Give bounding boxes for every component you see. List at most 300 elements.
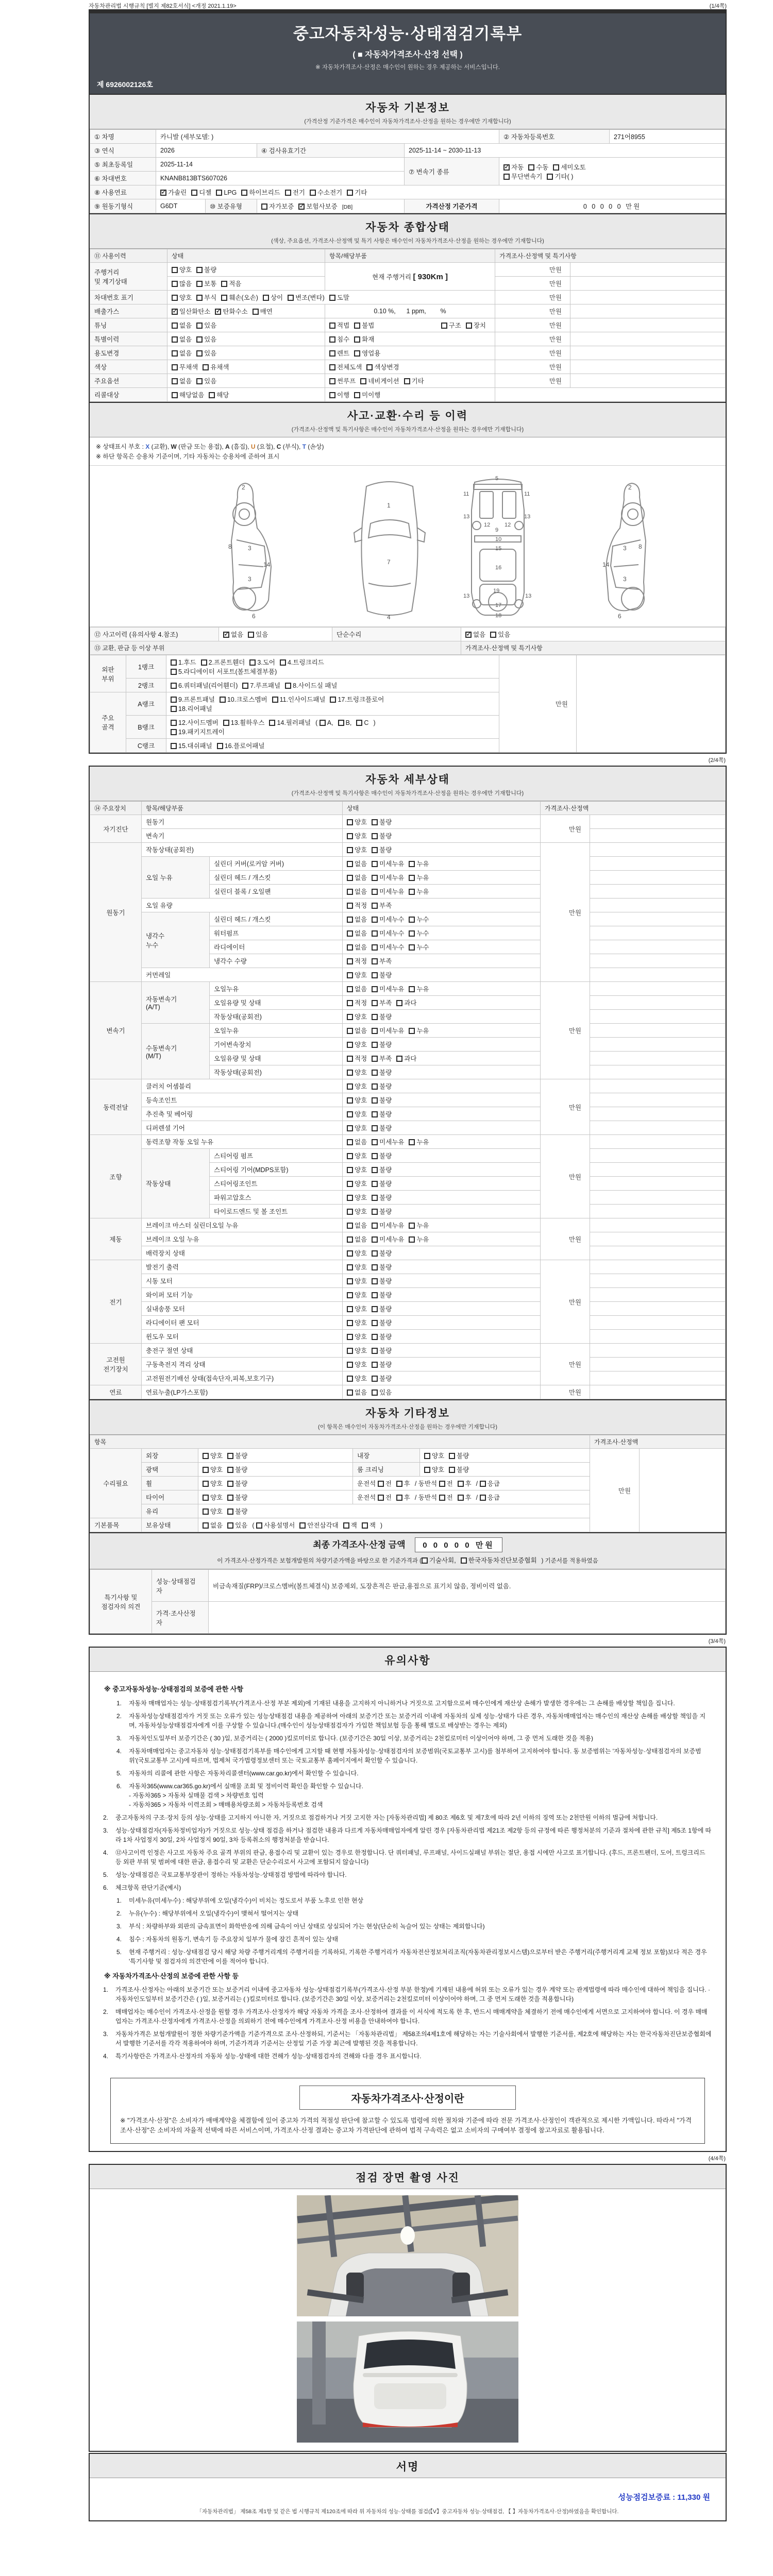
checkbox-box[interactable]	[347, 1250, 353, 1257]
checkbox-box[interactable]	[372, 1097, 378, 1104]
checkbox-1.후드[interactable]: 1.후드	[171, 657, 196, 667]
checkbox-탄화수소[interactable]: ✓ 탄화수소	[215, 307, 247, 316]
checkbox-없음[interactable]: 없음	[172, 334, 192, 344]
checkbox-box[interactable]	[372, 1306, 378, 1312]
checkbox-불량[interactable]: 불량	[449, 1465, 469, 1474]
checkbox-있음[interactable]: 있음	[227, 1520, 247, 1530]
checkbox-box[interactable]	[372, 1083, 378, 1090]
checkbox-box[interactable]	[299, 1522, 306, 1529]
checkbox-box[interactable]	[329, 392, 335, 398]
checkbox-누유[interactable]: 누유	[409, 1234, 429, 1244]
checkbox-box[interactable]	[458, 1495, 464, 1501]
checkbox-도말[interactable]: 도말	[329, 293, 349, 302]
checkbox-box[interactable]	[347, 903, 353, 909]
checkbox-box[interactable]	[372, 930, 378, 937]
checkbox-box[interactable]	[465, 632, 472, 638]
checkbox-미세누유[interactable]: 미세누유	[372, 984, 404, 993]
checkbox-누수[interactable]: 누수	[409, 942, 429, 952]
checkbox-box[interactable]	[503, 164, 510, 171]
checkbox-누유[interactable]: 누유	[409, 984, 429, 993]
checkbox-양호[interactable]: 양호	[172, 265, 192, 274]
checkbox-box[interactable]	[372, 1195, 378, 1201]
checkbox-미세누유[interactable]: 미세누유	[372, 887, 404, 896]
checkbox-box[interactable]	[347, 1236, 353, 1243]
checkbox-15.대쉬패널[interactable]: 15.대쉬패널	[171, 741, 212, 750]
checkbox-전기[interactable]: 전기	[285, 188, 305, 197]
checkbox-양호[interactable]: 양호	[347, 970, 367, 979]
checkbox-box[interactable]	[347, 875, 353, 881]
checkbox-불량[interactable]: 불량	[372, 1081, 392, 1091]
checkbox-box[interactable]	[248, 632, 254, 638]
checkbox-box[interactable]	[347, 1167, 353, 1173]
checkbox-양호[interactable]: 양호	[347, 1095, 367, 1105]
checkbox-부족[interactable]: 부족	[372, 1054, 392, 1063]
checkbox-누유[interactable]: 누유	[409, 1026, 429, 1035]
checkbox-box[interactable]	[466, 323, 472, 329]
checkbox-부족[interactable]: 부족	[372, 901, 392, 910]
checkbox-box[interactable]	[285, 190, 291, 196]
checkbox-17.트렁크플로어[interactable]: 17.트렁크플로어	[330, 694, 384, 704]
checkbox-box[interactable]	[343, 1522, 349, 1529]
checkbox-불량[interactable]: 불량	[372, 1095, 392, 1105]
checkbox-box[interactable]	[217, 743, 223, 749]
checkbox-box[interactable]	[196, 350, 203, 357]
checkbox-box[interactable]	[396, 1056, 402, 1062]
checkbox-box[interactable]	[347, 930, 353, 937]
checkbox-box[interactable]	[329, 350, 335, 357]
checkbox-box[interactable]	[172, 336, 178, 343]
checkbox-2.프론트휀더[interactable]: 2.프론트휀더	[201, 657, 245, 667]
checkbox-있음[interactable]: 있음	[372, 1387, 392, 1397]
checkbox-box[interactable]	[409, 1139, 415, 1145]
checkbox-box[interactable]	[372, 1139, 378, 1145]
checkbox-box[interactable]	[347, 1097, 353, 1104]
checkbox-box[interactable]	[347, 889, 353, 895]
checkbox-box[interactable]	[272, 697, 278, 703]
checkbox-box[interactable]	[372, 1056, 378, 1062]
checkbox-없음[interactable]: ✓ 없음	[223, 630, 243, 639]
checkbox-box[interactable]	[409, 930, 415, 937]
checkbox-box[interactable]	[372, 847, 378, 853]
checkbox-box[interactable]	[203, 1467, 209, 1473]
checkbox-없음[interactable]: 없음	[172, 348, 192, 358]
checkbox-화재[interactable]: 화재	[354, 334, 374, 344]
checkbox-적법[interactable]: 적법	[329, 320, 349, 330]
checkbox-불량[interactable]: 불량	[372, 831, 392, 840]
checkbox-box[interactable]	[203, 1481, 209, 1487]
checkbox-box[interactable]	[409, 875, 415, 881]
checkbox-미세누수[interactable]: 미세누수	[372, 914, 404, 924]
checkbox-세미오토[interactable]: 세미오토	[553, 162, 585, 172]
checkbox-box[interactable]	[329, 295, 335, 301]
checkbox-누유[interactable]: 누유	[409, 1221, 429, 1230]
checkbox-미세누유[interactable]: 미세누유	[372, 1221, 404, 1230]
checkbox-box[interactable]	[242, 683, 248, 689]
checkbox-양호[interactable]: 양호	[203, 1493, 223, 1502]
checkbox-box[interactable]	[196, 323, 203, 329]
checkbox-양호[interactable]: 양호	[424, 1451, 444, 1460]
checkbox-12.사이드멤버[interactable]: 12.사이드멤버	[171, 718, 219, 727]
checkbox-box[interactable]	[329, 378, 335, 384]
checkbox-box[interactable]	[409, 861, 415, 867]
checkbox-보험사보증[interactable]: ✓ 보험사보증	[298, 201, 337, 211]
checkbox-3.도어[interactable]: 3.도어	[249, 657, 275, 667]
checkbox-box[interactable]	[409, 889, 415, 895]
checkbox-box[interactable]	[171, 729, 177, 735]
checkbox-자동[interactable]: ✓자동	[503, 162, 524, 172]
checkbox-기타[interactable]: 기타	[404, 376, 424, 385]
checkbox-box[interactable]	[372, 875, 378, 881]
checkbox-box[interactable]	[422, 1557, 428, 1564]
checkbox-양호[interactable]: 양호	[347, 1276, 367, 1285]
checkbox-box[interactable]	[347, 972, 353, 978]
checkbox-box[interactable]	[372, 1014, 378, 1020]
checkbox-box[interactable]	[285, 683, 291, 689]
checkbox-box[interactable]	[354, 323, 360, 329]
checkbox-안전삼각대[interactable]: 안전삼각대	[299, 1520, 338, 1530]
checkbox-6.쿼터패널(리어휀더)[interactable]: 6.쿼터패널(리어휀더)	[171, 681, 238, 690]
checkbox-box[interactable]	[404, 378, 410, 384]
checkbox-box[interactable]	[449, 1467, 455, 1473]
checkbox-양호[interactable]: 양호	[347, 1290, 367, 1299]
checkbox-유채색[interactable]: 유채색	[203, 362, 229, 371]
checkbox-전[interactable]: 전	[439, 1479, 453, 1488]
checkbox-box[interactable]	[196, 295, 203, 301]
checkbox-무채색[interactable]: 무채색	[172, 362, 198, 371]
checkbox-양호[interactable]: 양호	[347, 1374, 367, 1383]
checkbox-box[interactable]	[347, 1264, 353, 1270]
checkbox-box[interactable]	[223, 632, 229, 638]
checkbox-box[interactable]	[360, 378, 366, 384]
checkbox-box[interactable]	[347, 833, 353, 839]
checkbox-불량[interactable]: 불량	[372, 1193, 392, 1202]
checkbox-10.크로스멤버[interactable]: 10.크로스멤버	[220, 694, 267, 704]
checkbox-box[interactable]	[372, 944, 378, 951]
checkbox-없음[interactable]: 없음	[347, 942, 367, 952]
checkbox-C[interactable]: C	[356, 719, 368, 726]
checkbox-box[interactable]	[191, 190, 197, 196]
checkbox-불량[interactable]: 불량	[372, 1207, 392, 1216]
checkbox-box[interactable]	[347, 1278, 353, 1284]
checkbox-box[interactable]	[216, 190, 222, 196]
checkbox-있음[interactable]: 있음	[248, 630, 268, 639]
checkbox-후[interactable]: 후	[396, 1493, 410, 1502]
checkbox-없음[interactable]: 없음	[347, 914, 367, 924]
checkbox-box[interactable]	[347, 1000, 353, 1006]
checkbox-box[interactable]	[347, 1139, 353, 1145]
checkbox-수동[interactable]: 수동	[528, 162, 548, 172]
checkbox-box[interactable]	[372, 1111, 378, 1117]
checkbox-양호[interactable]: 양호	[347, 1304, 367, 1313]
checkbox-16.플로어패널[interactable]: 16.플로어패널	[217, 741, 265, 750]
checkbox-양호[interactable]: 양호	[347, 1123, 367, 1132]
checkbox-box[interactable]	[269, 720, 275, 726]
checkbox-box[interactable]	[409, 1223, 415, 1229]
checkbox-적정[interactable]: 적정	[347, 1054, 367, 1063]
checkbox-box[interactable]	[288, 295, 294, 301]
checkbox-있음[interactable]: 있음	[196, 376, 216, 385]
checkbox-box[interactable]	[347, 1376, 353, 1382]
checkbox-없음[interactable]: 없음	[347, 1221, 367, 1230]
checkbox-불량[interactable]: 불량	[372, 1276, 392, 1285]
checkbox-box[interactable]	[441, 323, 447, 329]
checkbox-box[interactable]	[215, 309, 221, 315]
checkbox-box[interactable]	[203, 1522, 209, 1529]
checkbox-불량[interactable]: 불량	[372, 970, 392, 979]
checkbox-양호[interactable]: 양호	[347, 1332, 367, 1341]
checkbox-box[interactable]	[172, 378, 178, 384]
checkbox-box[interactable]	[372, 1292, 378, 1298]
checkbox-후[interactable]: 후	[458, 1493, 472, 1502]
checkbox-양호[interactable]: 양호	[347, 1165, 367, 1174]
checkbox-box[interactable]	[171, 659, 177, 666]
checkbox-box[interactable]	[347, 1320, 353, 1326]
checkbox-box[interactable]	[310, 190, 316, 196]
checkbox-불량[interactable]: 불량	[372, 1346, 392, 1355]
checkbox-box[interactable]	[227, 1467, 233, 1473]
checkbox-box[interactable]	[378, 1495, 384, 1501]
checkbox-불량[interactable]: 불량	[372, 845, 392, 854]
checkbox-box[interactable]	[449, 1453, 455, 1459]
checkbox-box[interactable]	[196, 336, 203, 343]
checkbox-box[interactable]	[372, 1278, 378, 1284]
checkbox-불량[interactable]: 불량	[372, 1374, 392, 1383]
checkbox-양호[interactable]: 양호	[347, 1109, 367, 1118]
checkbox-box[interactable]	[241, 190, 247, 196]
checkbox-불량[interactable]: 불량	[372, 817, 392, 826]
checkbox-box[interactable]	[347, 819, 353, 825]
checkbox-양호[interactable]: 양호	[347, 831, 367, 840]
checkbox-box[interactable]	[347, 1195, 353, 1201]
checkbox-7.루프패널[interactable]: 7.루프패널	[242, 681, 280, 690]
checkbox-미세누유[interactable]: 미세누유	[372, 1026, 404, 1035]
checkbox-box[interactable]	[503, 174, 510, 180]
checkbox-8.사이드실 패널[interactable]: 8.사이드실 패널	[285, 681, 337, 690]
checkbox-양호[interactable]: 양호	[347, 1318, 367, 1327]
checkbox-영업용[interactable]: 영업용	[354, 348, 380, 358]
checkbox-없음[interactable]: 없음	[347, 887, 367, 896]
checkbox-한국자동차진단보증협회[interactable]: 한국자동차진단보증협회	[461, 1555, 537, 1565]
checkbox-있음[interactable]: 있음	[196, 320, 216, 330]
checkbox-9.프론트패널[interactable]: 9.프론트패널	[171, 694, 215, 704]
checkbox-13.휠하우스[interactable]: 13.휠하우스	[223, 718, 265, 727]
checkbox-불량[interactable]: 불량	[372, 1109, 392, 1118]
checkbox-미세누수[interactable]: 미세누수	[372, 942, 404, 952]
checkbox-변조(변타)[interactable]: 변조(변타)	[288, 293, 325, 302]
checkbox-불량[interactable]: 불량	[227, 1506, 247, 1516]
checkbox-미세누유[interactable]: 미세누유	[372, 1137, 404, 1146]
checkbox-box[interactable]	[329, 336, 335, 343]
checkbox-양호[interactable]: 양호	[347, 817, 367, 826]
checkbox-11.인사이드패널[interactable]: 11.인사이드패널	[272, 694, 326, 704]
checkbox-box[interactable]	[347, 1028, 353, 1034]
checkbox-box[interactable]	[354, 336, 360, 343]
checkbox-box[interactable]	[172, 295, 178, 301]
checkbox-box[interactable]	[227, 1509, 233, 1515]
checkbox-box[interactable]	[372, 1236, 378, 1243]
checkbox-미세누수[interactable]: 미세누수	[372, 928, 404, 938]
checkbox-전체도색[interactable]: 전체도색	[329, 362, 362, 371]
checkbox-부식[interactable]: 부식	[196, 293, 216, 302]
checkbox-box[interactable]	[220, 697, 226, 703]
checkbox-양호[interactable]: 양호	[203, 1506, 223, 1516]
checkbox-box[interactable]	[347, 1334, 353, 1340]
checkbox-box[interactable]	[171, 720, 177, 726]
checkbox-기타[interactable]: 기타	[347, 188, 367, 197]
checkbox-적정[interactable]: 적정	[347, 901, 367, 910]
checkbox-적정[interactable]: 적정	[347, 956, 367, 965]
checkbox-불량[interactable]: 불량	[227, 1465, 247, 1474]
checkbox-이행[interactable]: 이행	[329, 390, 349, 399]
checkbox-box[interactable]	[347, 986, 353, 992]
checkbox-box[interactable]	[553, 164, 559, 171]
checkbox-box[interactable]	[424, 1467, 430, 1473]
checkbox-box[interactable]	[347, 1223, 353, 1229]
checkbox-box[interactable]	[424, 1453, 430, 1459]
checkbox-미세누유[interactable]: 미세누유	[372, 873, 404, 882]
checkbox-box[interactable]	[372, 1223, 378, 1229]
checkbox-18.리어패널[interactable]: 18.리어패널	[171, 704, 212, 713]
checkbox-box[interactable]	[372, 1376, 378, 1382]
checkbox-19.패키지트레이[interactable]: 19.패키지트레이	[171, 727, 225, 736]
checkbox-box[interactable]	[372, 1320, 378, 1326]
checkbox-box[interactable]	[223, 720, 229, 726]
checkbox-기술사회,[interactable]: 기술사회,	[422, 1555, 456, 1565]
checkbox-일산화탄소[interactable]: ✓ 일산화탄소	[172, 307, 210, 316]
checkbox-양호[interactable]: 양호	[347, 1360, 367, 1369]
checkbox-후[interactable]: 후	[396, 1479, 410, 1488]
checkbox-box[interactable]	[160, 190, 166, 196]
checkbox-box[interactable]	[320, 720, 326, 726]
checkbox-box[interactable]	[372, 1264, 378, 1270]
checkbox-매연[interactable]: 매연	[253, 307, 273, 316]
checkbox-5.라디에이터 서포트(볼트체결부품)[interactable]: 5.라디에이터 서포트(볼트체결부품)	[171, 667, 277, 676]
checkbox-잭[interactable]: 잭	[343, 1520, 357, 1530]
checkbox-box[interactable]	[372, 1389, 378, 1396]
checkbox-없음[interactable]: 없음	[347, 984, 367, 993]
checkbox-불량[interactable]: 불량	[372, 1248, 392, 1258]
checkbox-상이[interactable]: 상이	[263, 293, 283, 302]
checkbox-과다[interactable]: 과다	[396, 998, 416, 1007]
checkbox-무단변속기[interactable]: 무단변속기	[503, 172, 542, 181]
checkbox-없음[interactable]: 없음	[347, 1137, 367, 1146]
checkbox-미세누유[interactable]: 미세누유	[372, 1234, 404, 1244]
checkbox-box[interactable]	[201, 659, 207, 666]
checkbox-box[interactable]	[396, 1495, 402, 1501]
checkbox-box[interactable]	[298, 204, 305, 210]
checkbox-누유[interactable]: 누유	[409, 887, 429, 896]
checkbox-box[interactable]	[172, 267, 178, 273]
checkbox-box[interactable]	[372, 986, 378, 992]
checkbox-box[interactable]	[347, 1125, 353, 1131]
checkbox-box[interactable]	[458, 1481, 464, 1487]
checkbox-box[interactable]	[372, 1209, 378, 1215]
checkbox-자가보증[interactable]: 자가보증	[261, 201, 294, 211]
checkbox-box[interactable]	[329, 323, 335, 329]
checkbox-있음[interactable]: 있음	[196, 334, 216, 344]
checkbox-양호[interactable]: 양호	[203, 1479, 223, 1488]
checkbox-box[interactable]	[172, 392, 178, 398]
checkbox-없음[interactable]: ✓ 없음	[465, 630, 485, 639]
checkbox-잭[interactable]: 잭	[362, 1520, 376, 1530]
checkbox-응급[interactable]: 응급	[480, 1479, 500, 1488]
checkbox-디젤[interactable]: 디젤	[191, 188, 211, 197]
checkbox-렌트[interactable]: 렌트	[329, 348, 349, 358]
checkbox-box[interactable]	[330, 697, 336, 703]
checkbox-box[interactable]	[372, 819, 378, 825]
checkbox-불량[interactable]: 불량	[196, 265, 216, 274]
checkbox-기타( )[interactable]: 기타( )	[547, 172, 573, 181]
checkbox-box[interactable]	[227, 1481, 233, 1487]
checkbox-양호[interactable]: 양호	[347, 1207, 367, 1216]
checkbox-불량[interactable]: 불량	[372, 1360, 392, 1369]
checkbox-하이브리드[interactable]: 하이브리드	[241, 188, 280, 197]
checkbox-누유[interactable]: 누유	[409, 1137, 429, 1146]
checkbox-box[interactable]	[171, 706, 177, 712]
checkbox-box[interactable]	[372, 833, 378, 839]
checkbox-box[interactable]	[171, 743, 177, 749]
checkbox-불량[interactable]: 불량	[372, 1040, 392, 1049]
checkbox-썬루프[interactable]: 썬루프	[329, 376, 356, 385]
checkbox-4.트렁크리드[interactable]: 4.트렁크리드	[280, 657, 324, 667]
checkbox-box[interactable]	[396, 1000, 402, 1006]
checkbox-훼손(오손)[interactable]: 훼손(오손)	[221, 293, 258, 302]
checkbox-box[interactable]	[171, 697, 177, 703]
checkbox-box[interactable]	[347, 1042, 353, 1048]
checkbox-없음[interactable]: 없음	[347, 1387, 367, 1397]
checkbox-box[interactable]	[227, 1495, 233, 1501]
checkbox-box[interactable]	[528, 164, 534, 171]
checkbox-box[interactable]	[347, 1083, 353, 1090]
checkbox-불량[interactable]: 불량	[372, 1012, 392, 1021]
checkbox-box[interactable]	[439, 1481, 445, 1487]
checkbox-적음[interactable]: 적음	[221, 279, 241, 288]
checkbox-없음[interactable]: 없음	[347, 1234, 367, 1244]
checkbox-box[interactable]	[172, 323, 178, 329]
checkbox-구조[interactable]: 구조	[441, 320, 461, 330]
checkbox-부족[interactable]: 부족	[372, 956, 392, 965]
checkbox-누수[interactable]: 누수	[409, 928, 429, 938]
checkbox-양호[interactable]: 양호	[203, 1465, 223, 1474]
checkbox-해당없음[interactable]: 해당없음	[172, 390, 204, 399]
checkbox-box[interactable]	[347, 1181, 353, 1187]
checkbox-box[interactable]	[372, 1348, 378, 1354]
checkbox-전[interactable]: 전	[439, 1493, 453, 1502]
checkbox-box[interactable]	[372, 972, 378, 978]
checkbox-box[interactable]	[171, 683, 177, 689]
checkbox-box[interactable]	[409, 944, 415, 951]
checkbox-없음[interactable]: 없음	[347, 859, 367, 868]
checkbox-box[interactable]	[347, 1056, 353, 1062]
checkbox-box[interactable]	[203, 1509, 209, 1515]
checkbox-있음[interactable]: 있음	[196, 348, 216, 358]
checkbox-불량[interactable]: 불량	[372, 1067, 392, 1077]
checkbox-보통[interactable]: 보통	[196, 279, 216, 288]
checkbox-box[interactable]	[354, 392, 360, 398]
checkbox-box[interactable]	[203, 364, 209, 370]
checkbox-box[interactable]	[347, 1306, 353, 1312]
checkbox-불량[interactable]: 불량	[449, 1451, 469, 1460]
checkbox-box[interactable]	[347, 944, 353, 951]
checkbox-box[interactable]	[372, 1070, 378, 1076]
checkbox-양호[interactable]: 양호	[347, 1193, 367, 1202]
checkbox-box[interactable]	[372, 1000, 378, 1006]
checkbox-box[interactable]	[372, 861, 378, 867]
checkbox-후[interactable]: 후	[458, 1479, 472, 1488]
checkbox-누유[interactable]: 누유	[409, 873, 429, 882]
checkbox-전[interactable]: 전	[378, 1493, 392, 1502]
checkbox-box[interactable]	[362, 1522, 368, 1529]
